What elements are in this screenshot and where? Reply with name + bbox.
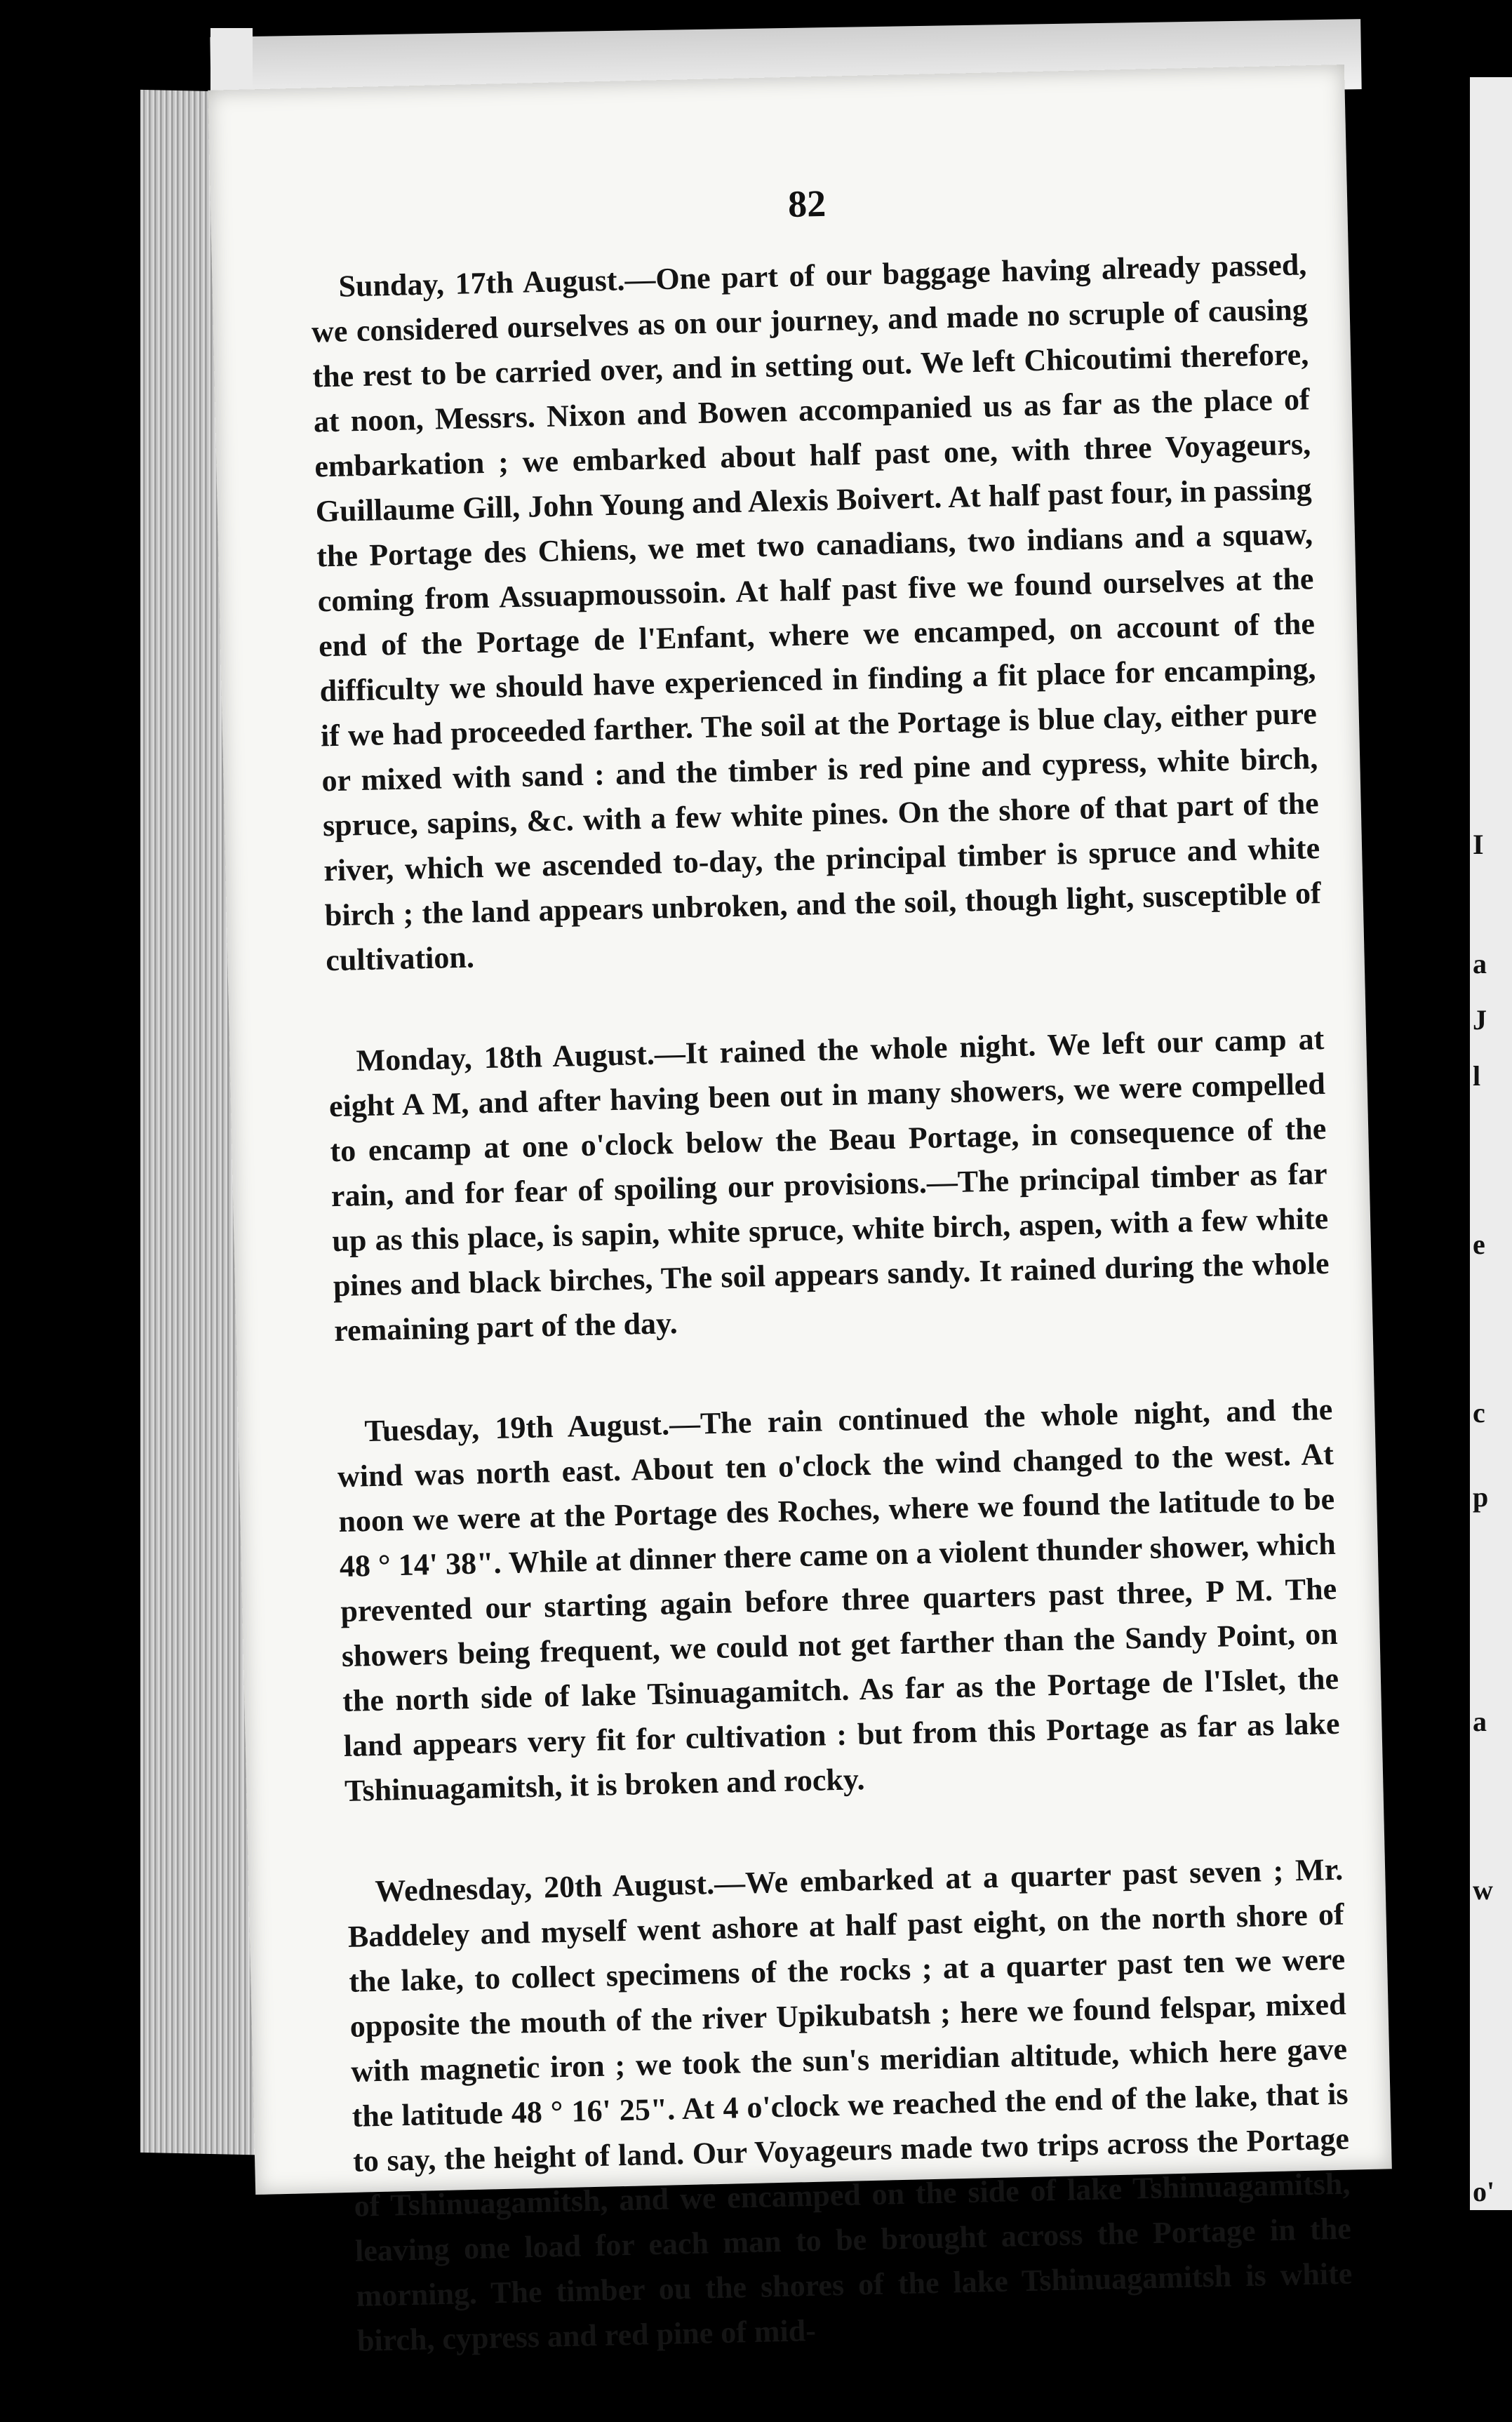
journal-entry-sunday	[310, 242, 1323, 983]
journal-entry-monday	[328, 1017, 1331, 1353]
entry-date-heading: Tuesday, 19th August.—	[364, 1406, 701, 1449]
entry-text: We embarked at a quarter past seven ; Mr. Baddeley and myself went ashore at half past eight, on the north shore of the lake, to collect specimens of the rocks ; at a quarter past ten we were opposite the mouth of the river Upikubatsh ; here we found felspar, mixed with magnetic iron ; we took the sun's meridian altitude, which here gave the latitude 48 ° 16' 25". At 4 o'clock we reached the end of the lake, that is to say, the height of land. Our Voyageurs made two trips across the Portage of Tshinuagamitsh, and we encamped on the side of lake Tshinuagamitsh, leaving one load for each man to be brought across the Portage in the morning. The timber ou the shores of the lake Tshinuagamitsh is white birch, cypress and red pine of mid-	[347, 1852, 1353, 2358]
facing-page-letter: e	[1473, 1229, 1485, 1260]
entry-text: The rain continued the whole night, and the wind was north east. About ten o'clock the wind changed to the west. At noon we were at the Portage des Roches, where we found the latitude to be 48 ° 14' 38". While at dinner there came on a violent thunder shower, which prevented our starting again before three quarters past three, P M. The showers being frequent, we could not get farther than the Sandy Point, on the north side of lake Tsinuagamitch. As far as the Portage de l'Islet, the land appears very fit for cultivation : but from this Portage as far as lake Tshinuagamitsh, it is broken and rocky.	[337, 1391, 1340, 1808]
facing-page-letter: c	[1473, 1397, 1485, 1429]
entry-text: It rained the whole night. We left our camp at eight A M, and after having been out in many showers, we were compelled to encamp at one o'clock below the Beau Portage, in consequence of the rain, and for fear of spoiling our provisions.—The principal timber as far up as this place, is sapin, white spruce, white birch, aspen, with a few white pines and black birches, The soil appears sandy. It rained during the whole remaining part of the day.	[328, 1022, 1330, 1349]
facing-page-letter: a	[1473, 1706, 1487, 1737]
page-content	[309, 170, 1356, 2419]
facing-page-letter: p	[1473, 1481, 1489, 1513]
journal-entry-tuesday	[336, 1387, 1342, 1814]
entry-date-heading: Wednesday, 20th August.—	[374, 1866, 746, 1909]
facing-page-letter: w	[1473, 1874, 1493, 1906]
facing-page-letter: a	[1473, 948, 1487, 979]
entry-text: One part of our baggage having already passed, we considered ourselves as on our journey, and made no scruple of causing the rest to be carried over, and in setting out. We left Chicoutimi therefore, at noon, Messrs. Nixon and Bowen accompanied us as far as the place of embarkation ; we embarked about half past one, with three Voyageurs, Guillaume Gill, John Young and Alexis Boivert. At half past four, in passing the Portage des Chiens, we met two canadians, two indians and a squaw, coming from Assuapmoussoin. At half past five we found ourselves at the end of the Portage de l'Enfant, where we encamped, on account of the difficulty we should have experienced in finding a fit place for encamping, if we had proceeded farther. The soil at the Portage is blue clay, either pure or mixed with sand : and the timber is red pine and cypress, white birch, spruce, sapins, &c. with a few white pines. On the shore of that part of the river, which we ascended to-day, the principal timber is spruce and white birch ; the land appears unbroken, and the soil, though light, susceptible of cultivation.	[311, 247, 1322, 978]
book-page	[208, 65, 1392, 2358]
facing-page-letter: l	[1473, 1060, 1481, 1092]
entry-date-heading: Monday, 18th August.—	[356, 1036, 686, 1078]
facing-page-letter: I	[1473, 829, 1484, 860]
entry-date-heading: Sunday, 17th August.—	[338, 262, 656, 304]
facing-page-letter: o'	[1473, 2176, 1495, 2207]
page-number: 82	[787, 182, 827, 226]
journal-entry-wednesday	[347, 1847, 1354, 2364]
facing-page-fragment	[1470, 77, 1512, 2210]
facing-page-letter: J	[1473, 1004, 1487, 1036]
